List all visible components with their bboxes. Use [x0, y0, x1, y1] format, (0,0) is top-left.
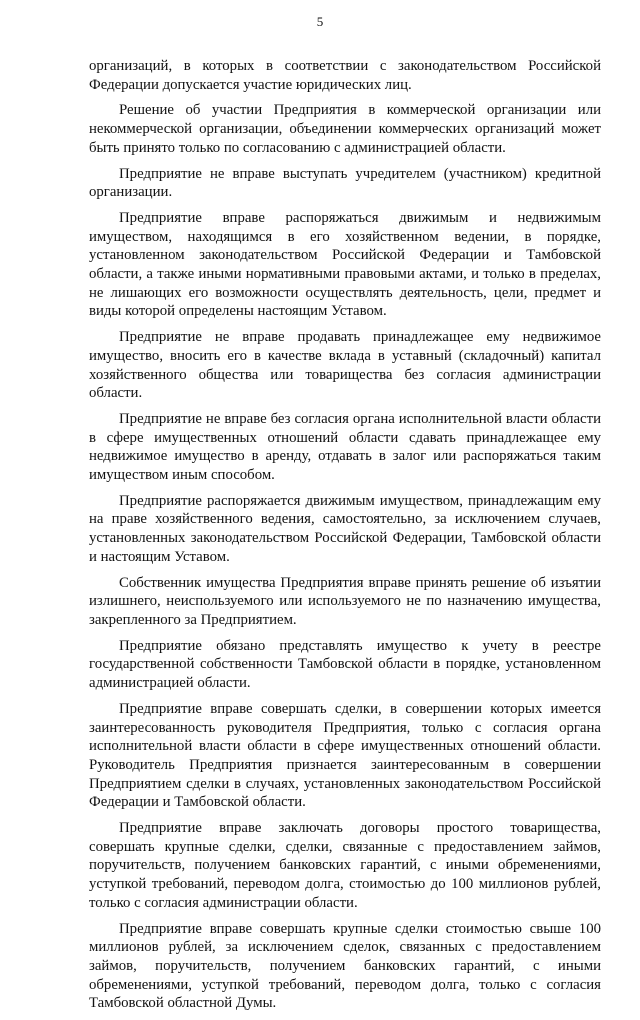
paragraph: Предприятие не вправе продавать принадлежащее ему недвижимое имущество, вносить его в качестве вклада в уставный (складочный) капитал хозяйственного общества или товарищества без согласия администрации области.: [89, 329, 601, 402]
paragraph: Предприятие вправе распоряжаться движимым и недвижимым имуществом, находящимся в его хозяйственном ведении, в порядке, установленном законодательством Российской Федерации и Тамбовской области, а также иными нормативными правовыми актами, и только в пределах, не лишающих его возможности осуществлять деятельность, цели, предмет и виды которой определены настоящим Уставом.: [89, 209, 601, 320]
paragraph: Предприятие обязано представлять имущество к учету в реестре государственной собственности Тамбовской области в порядке, установленном администрацией области.: [89, 637, 601, 692]
paragraph: Предприятие вправе совершать крупные сделки стоимостью свыше 100 миллионов рублей, за исключением сделок, связанных с предоставлением займов, поручительств, получением банковских гарантий, с иными обременениями, уступкой требований, переводом долга, только с согласия Тамбовской областной Думы.: [89, 920, 601, 1012]
paragraph-continuation: организаций, в которых в соответствии с законодательством Российской Федерации допускается участие юридических лиц.: [89, 58, 601, 93]
paragraph: Собственник имущества Предприятия вправе принять решение об изъятии излишнего, неиспользуемого или используемого не по назначению имущества, закрепленного за Предприятием.: [89, 574, 601, 628]
paragraph: Предприятие вправе заключать договоры простого товарищества, совершать крупные сделки, сделки, связанные с предоставлением займов, поручительств, получением банковских гарантий, с иными обременениями, уступкой требований, переводом долга, стоимостью до 100 миллионов рублей, только с согласия администрации области.: [89, 820, 601, 911]
paragraph: Решение об участии Предприятия в коммерческой организации или некоммерческой организации, объединении коммерческих организаций может быть принято только по согласованию с администрацией области.: [89, 102, 601, 156]
page-number: 5: [316, 14, 324, 29]
paragraph: Предприятие вправе совершать сделки, в совершении которых имеется заинтересованность руководителя Предприятия, только с согласия органа исполнительной власти области в сфере имущественных отношений области. Руководитель Предприятия признается заинтересованным в совершении Предприятием сделки в случаях, установленных законодательством Российской Федерации и Тамбовской области.: [89, 700, 601, 811]
document-body: [89, 57, 601, 1020]
paragraph: Предприятие не вправе без согласия органа исполнительной власти области в сфере имущественных отношений области сдавать принадлежащее ему недвижимое имущество в аренду, отдавать в залог или распоряжаться таким имуществом иным способом.: [89, 410, 601, 484]
paragraph: Предприятие распоряжается движимым имуществом, принадлежащим ему на праве хозяйственного ведения, самостоятельно, за исключением случаев, установленных законодательством Российской Федерации, Тамбовской области и настоящим Уставом.: [89, 492, 601, 565]
paragraph: Предприятие не вправе выступать учредителем (участником) кредитной организации.: [89, 165, 601, 201]
